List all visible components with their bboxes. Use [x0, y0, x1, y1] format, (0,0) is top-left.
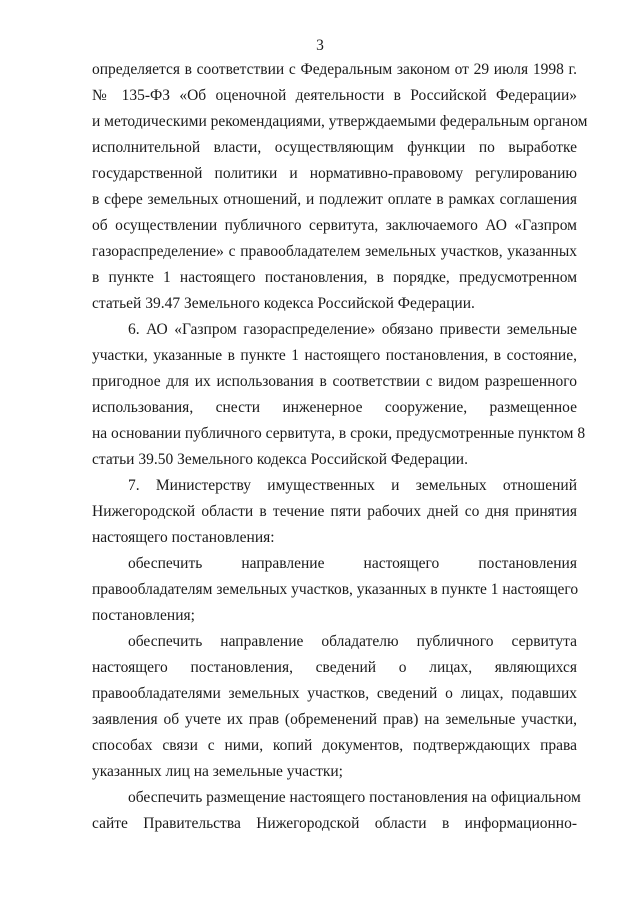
paragraph-item-7 — [92, 473, 577, 551]
paragraph-item-6 — [92, 317, 586, 473]
text-line: настоящего постановления: — [92, 529, 275, 546]
text-line: 6. АО «Газпром газораспределение» обязано привести земельные — [128, 321, 577, 338]
text-line: газораспределение» с правообладателем земельных участков, указанных — [92, 243, 577, 260]
text-line: государственной политики и нормативно-правовому регулированию — [92, 165, 577, 182]
text-line: пригодное для их использования в соответствии с видом разрешенного — [92, 373, 577, 390]
text-line: 7. Министерству имущественных и земельных отношений — [128, 477, 577, 494]
text-line: настоящего постановления, сведений о лицах, являющихся — [92, 659, 577, 676]
text-line: № 135-ФЗ «Об оценочной деятельности в Российской Федерации» — [92, 87, 577, 104]
text-line: обеспечить направление настоящего постановления — [128, 555, 577, 572]
text-line: постановления; — [92, 607, 195, 624]
text-line: указанных лиц на земельные участки; — [92, 763, 343, 780]
text-line: заявления об учете их прав (обременений прав) на земельные участки, — [92, 711, 577, 728]
page-number: 3 — [316, 37, 324, 54]
text-line: определяется в соответствии с Федеральным законом от 29 июля 1998 г. — [92, 61, 577, 78]
paragraph-subitem — [92, 551, 577, 629]
paragraph-subitem — [92, 785, 581, 837]
text-line: Нижегородской области в течение пяти рабочих дней со дня принятия — [92, 503, 577, 520]
paragraph-subitem — [92, 629, 577, 785]
text-line: правообладателями земельных участков, сведений о лицах, подавших — [92, 685, 577, 702]
document-body — [92, 57, 588, 837]
text-line: участки, указанные в пункте 1 настоящего постановления, в состояние, — [92, 347, 577, 364]
text-line: статьей 39.47 Земельного кодекса Российской Федерации. — [92, 295, 475, 312]
text-line: и методическими рекомендациями, утверждаемыми федеральным органом — [92, 113, 588, 130]
text-line: обеспечить размещение настоящего постановления на официальном — [128, 789, 581, 806]
text-line: об осуществлении публичного сервитута, заключаемого АО «Газпром — [92, 217, 577, 234]
text-line: исполнительной власти, осуществляющим функции по выработке — [92, 139, 577, 156]
text-line: статьи 39.50 Земельного кодекса Российской Федерации. — [92, 451, 468, 468]
text-line: сайте Правительства Нижегородской области в информационно- — [92, 815, 577, 832]
text-line: на основании публичного сервитута, в сроки, предусмотренные пунктом 8 — [92, 425, 586, 442]
text-line: способах связи с ними, копий документов, подтверждающих права — [92, 737, 577, 754]
paragraph — [92, 57, 588, 317]
text-line: обеспечить направление обладателю публичного сервитута — [128, 633, 577, 650]
text-line: в пункте 1 настоящего постановления, в порядке, предусмотренном — [92, 269, 577, 286]
text-line: в сфере земельных отношений, и подлежит оплате в рамках соглашения — [92, 191, 577, 208]
text-line: правообладателям земельных участков, указанных в пункте 1 настоящего — [92, 581, 579, 598]
text-line: использования, снести инженерное сооружение, размещенное — [92, 399, 577, 416]
